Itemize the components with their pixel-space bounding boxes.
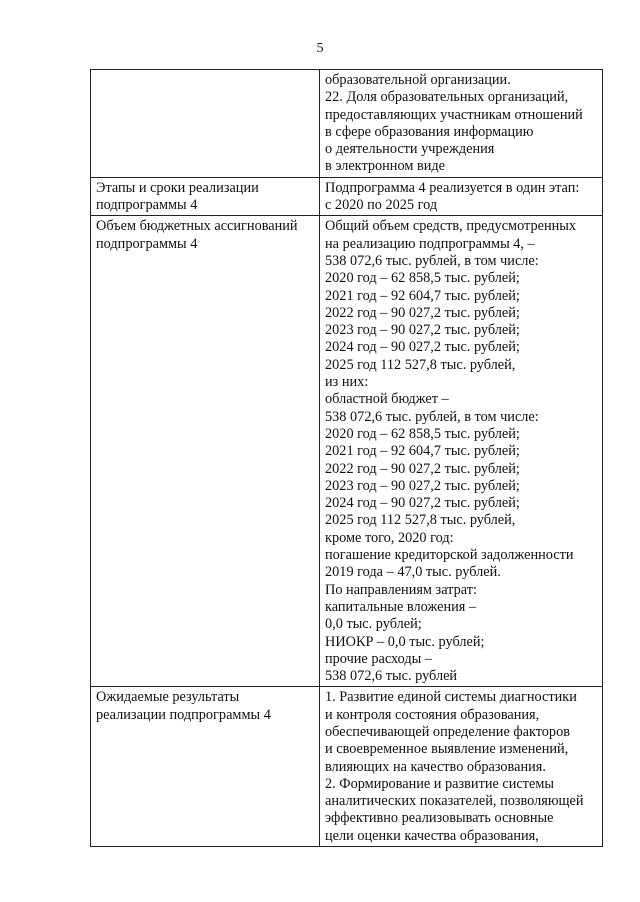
value-line: 0,0 тыс. рублей; bbox=[325, 616, 422, 633]
value-line: 2. Формирование и развитие системы bbox=[325, 775, 554, 792]
value-line: 22. Доля образовательных организаций, bbox=[325, 89, 569, 106]
value-line: погашение кредиторской задолженности bbox=[325, 547, 574, 564]
value-line: областной бюджет – bbox=[325, 391, 449, 408]
row-label-cell bbox=[91, 70, 320, 178]
value-line: и своевременное выявление изменений, bbox=[325, 741, 569, 758]
row-label-cell bbox=[91, 687, 320, 847]
row-value-cell bbox=[320, 177, 603, 216]
value-line: на реализацию подпрограммы 4, – bbox=[325, 235, 535, 252]
value-line: НИОКР – 0,0 тыс. рублей; bbox=[325, 633, 485, 650]
value-line: о деятельности учреждения bbox=[325, 141, 495, 158]
label-line: Ожидаемые результаты bbox=[96, 689, 240, 706]
value-line: кроме того, 2020 год: bbox=[325, 529, 454, 546]
label-line: подпрограммы 4 bbox=[96, 197, 198, 214]
value-line: предоставляющих участникам отношений bbox=[325, 106, 583, 123]
value-line: 2023 год – 90 027,2 тыс. рублей; bbox=[325, 477, 520, 494]
page-number: 5 bbox=[316, 41, 324, 56]
value-line: 2025 год 112 527,8 тыс. рублей, bbox=[325, 356, 516, 373]
value-line: 2020 год – 62 858,5 тыс. рублей; bbox=[325, 425, 520, 442]
value-line: влияющих на качество образования. bbox=[325, 758, 546, 775]
label-line: подпрограммы 4 bbox=[96, 235, 198, 252]
value-line: цели оценки качества образования, bbox=[325, 827, 539, 844]
value-line: образовательной организации. bbox=[325, 72, 511, 88]
table-row bbox=[91, 216, 603, 687]
value-line: По направлениям затрат: bbox=[325, 581, 477, 598]
row-value-cell bbox=[320, 70, 603, 178]
subprogram-passport-table bbox=[90, 69, 603, 847]
value-line: прочие расходы – bbox=[325, 650, 432, 667]
row-label-cell bbox=[91, 177, 320, 216]
value-line: 2025 год 112 527,8 тыс. рублей, bbox=[325, 512, 516, 529]
row-value-cell bbox=[320, 687, 603, 847]
value-line: 1. Развитие единой системы диагностики bbox=[325, 689, 577, 706]
label-line: Этапы и сроки реализации bbox=[96, 179, 259, 196]
table-row bbox=[91, 687, 603, 847]
value-line: аналитических показателей, позволяющей bbox=[325, 793, 584, 810]
value-line: 538 072,6 тыс. рублей bbox=[325, 668, 458, 685]
value-line: и контроля состояния образования, bbox=[325, 706, 540, 723]
value-line: эффективно реализовывать основные bbox=[325, 810, 554, 827]
value-line: капитальные вложения – bbox=[325, 598, 477, 615]
value-line: с 2020 по 2025 год bbox=[325, 197, 438, 214]
table-body bbox=[91, 70, 603, 847]
value-line: 2021 год – 92 604,7 тыс. рублей; bbox=[325, 443, 520, 460]
value-line: 2022 год – 90 027,2 тыс. рублей; bbox=[325, 460, 520, 477]
value-line: 2020 год – 62 858,5 тыс. рублей; bbox=[325, 270, 520, 287]
row-value-cell bbox=[320, 216, 603, 687]
value-line: Общий объем средств, предусмотренных bbox=[325, 218, 577, 235]
value-line: из них: bbox=[325, 374, 369, 391]
value-line: в электронном виде bbox=[325, 158, 445, 175]
label-line: реализации подпрограммы 4 bbox=[96, 706, 271, 723]
value-line: 2023 год – 90 027,2 тыс. рублей; bbox=[325, 322, 520, 339]
value-line: 2024 год – 90 027,2 тыс. рублей; bbox=[325, 495, 520, 512]
table-row bbox=[91, 70, 603, 178]
value-line: обеспечивающей определение факторов bbox=[325, 723, 570, 740]
label-line: Объем бюджетных ассигнований bbox=[96, 218, 298, 235]
value-line: 2021 год – 92 604,7 тыс. рублей; bbox=[325, 287, 520, 304]
value-line: 538 072,6 тыс. рублей, в том числе: bbox=[325, 408, 539, 425]
value-line: 2022 год – 90 027,2 тыс. рублей; bbox=[325, 304, 520, 321]
value-line: 2019 года – 47,0 тыс. рублей. bbox=[325, 564, 501, 581]
value-line: 538 072,6 тыс. рублей, в том числе: bbox=[325, 252, 539, 269]
row-label-cell bbox=[91, 216, 320, 687]
table-row bbox=[91, 177, 603, 216]
value-line: 2024 год – 90 027,2 тыс. рублей; bbox=[325, 339, 520, 356]
value-line: в сфере образования информацию bbox=[325, 123, 534, 140]
value-line: Подпрограмма 4 реализуется в один этап: bbox=[325, 179, 580, 196]
